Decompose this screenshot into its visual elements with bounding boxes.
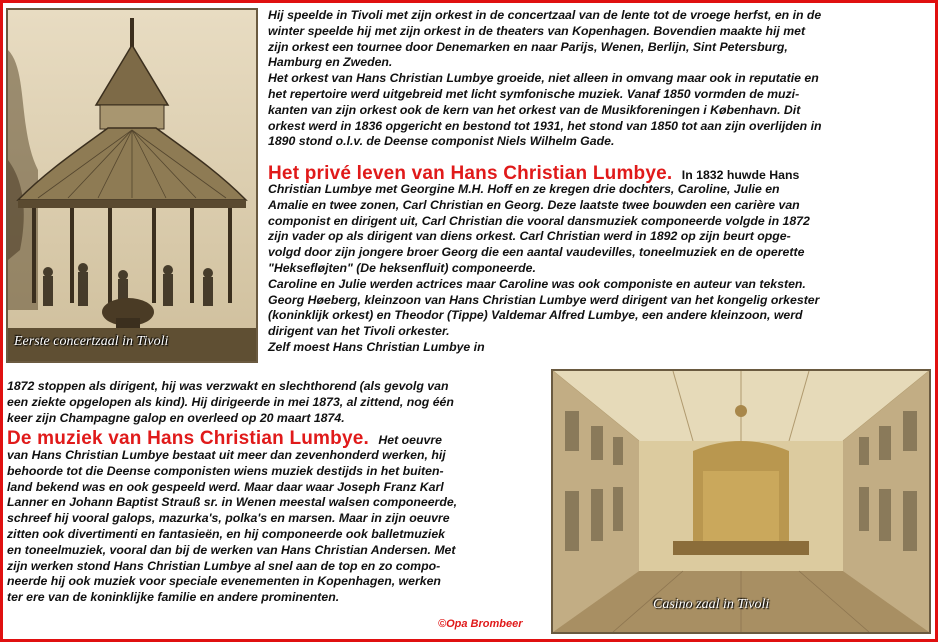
- private-life-line: Christian Lumbye met Georgine M.H. Hoff en ze kregen drie dochters, Caroline, Julie en: [268, 182, 780, 196]
- private-life-line: zijn vader op als dirigent van diens orkest. Carl Christian werd in 1892 op zijn beurt opge-: [268, 229, 791, 244]
- private-life-line: (koninklijk orkest) en Theodor (Tippe) Valdemar Alfred Lumbye, een andere kleinzoon, werd: [268, 308, 803, 323]
- private-life-line: keer zijn Champagne galop en overleed op 20 maart 1874.: [7, 410, 345, 425]
- casino-hall-painting: [551, 369, 931, 634]
- music-line: Lanner en Johann Baptist Strauß sr. in Wenen meestal walsen componeerde,: [7, 495, 458, 510]
- section-lead: Het oeuvre: [378, 433, 442, 447]
- music-line: land bekend was en ook gespeeld werd. Maar daar waar Joseph Franz Karl: [7, 479, 444, 494]
- music-line: zitten ook divertimenti en fantasieën, en hij componeerde ook balletmuziek: [7, 527, 445, 541]
- private-life-line: Caroline en Julie werden actrices maar Caroline was ook componiste en auteur van teksten.: [268, 276, 806, 291]
- photo1-caption: Eerste concertzaal in Tivoli: [14, 334, 169, 349]
- intro-line: Hamburg en Zweden.: [268, 55, 393, 70]
- intro-line: winter speelde hij met zijn orkest in de theaters van Kopenhagen. Bovendien maakte hij met: [268, 23, 806, 38]
- private-life-line: Georg Høeberg, kleinzoon van Hans Christian Lumbye werd dirigent van het kongelig orkester: [268, 292, 820, 307]
- copyright-note: ©Opa Brombeer: [438, 618, 523, 630]
- music-line: ter ere van de koninklijke familie en andere prominenten.: [7, 590, 340, 605]
- intro-line: zijn orkest een tournee door Denemarken en naar Parijs, Wenen, Berlijn, Sint Petersburg,: [268, 39, 788, 54]
- music-line: behoorde tot die Deense componisten wiens muziek destijds in het buiten-: [7, 463, 444, 478]
- music-line: neerde hij ook muziek voor speciale evenementen in Kopenhagen, werken: [7, 574, 441, 589]
- section-lead: In 1832 huwde Hans: [681, 168, 800, 182]
- section-heading-music: De muziek van Hans Christian Lumbye.: [7, 428, 369, 449]
- private-life-line: "Heksefløjten" (De heksenfluit) componeerde.: [268, 261, 536, 275]
- private-life-line: Zelf moest Hans Christian Lumbye in: [268, 340, 485, 354]
- music-line: zijn werken stond Hans Christian Lumbye al snel aan de top en zo compo-: [7, 558, 441, 573]
- private-life-line: een ziekte opgelopen als kind). Hij dirigeerde in mei 1873, al zittend, nog één: [7, 394, 454, 409]
- casino-hall-illustration: [553, 371, 929, 632]
- concert-hall-illustration: [8, 10, 256, 361]
- private-life-line: Amalie en twee zonen, Carl Christian en Georg. Deze laatste twee bouwden een carière van: [268, 197, 800, 212]
- private-life-line: dirigent van het Tivoli orkester.: [268, 324, 450, 339]
- intro-line: orkest werd in 1836 opgericht en bestond tot 1931, het stond van 1850 tot aan zijn overlijden in: [268, 118, 822, 133]
- intro-line: 1890 stond o.l.v. de Deense componist Niels Wilhelm Gade.: [268, 134, 615, 149]
- music-line: en toneelmuziek, vooral dan bij de werken van Hans Christian Andersen. Met: [7, 542, 456, 557]
- intro-line: kanten van zijn orkest ook de kern van het orkest van de Musikforeningen i København. Dit: [268, 102, 801, 117]
- section-heading-private-life: Het privé leven van Hans Christian Lumbye.: [268, 163, 673, 184]
- music-line: van Hans Christian Lumbye bestaat uit meer dan zevenhonderd werken, hij: [7, 448, 446, 462]
- photo2-caption: Casino zaal in Tivoli: [653, 597, 770, 612]
- private-life-line: componist en dirigent uit, Carl Christian die vooral dansmuziek componeerde volgde in 1872: [268, 213, 810, 228]
- music-line: schreef hij vooral galops, mazurka's, polka's en marsen. Maar in zijn oeuvre: [7, 511, 450, 526]
- intro-line: Hij speelde in Tivoli met zijn orkest in de concertzaal van de lente tot de vroege herfst, en in de: [268, 8, 822, 22]
- intro-line: het repertoire werd uitgebreid met licht symfonische muziek. Vanaf 1850 vormden de muzi-: [268, 87, 800, 101]
- private-life-line: 1872 stoppen als dirigent, hij was verzwakt en slechthorend (als gevolg van: [7, 379, 449, 393]
- intro-line: Het orkest van Hans Christian Lumbye groeide, niet alleen in omvang maar ook in reputatie en: [268, 71, 819, 86]
- private-life-line: volgd door zijn jongere broer Georg die een aantal vaudevilles, toneelmuziek en de operette: [268, 245, 805, 260]
- music-heading-row: [7, 428, 442, 449]
- concert-hall-engraving: [6, 8, 258, 363]
